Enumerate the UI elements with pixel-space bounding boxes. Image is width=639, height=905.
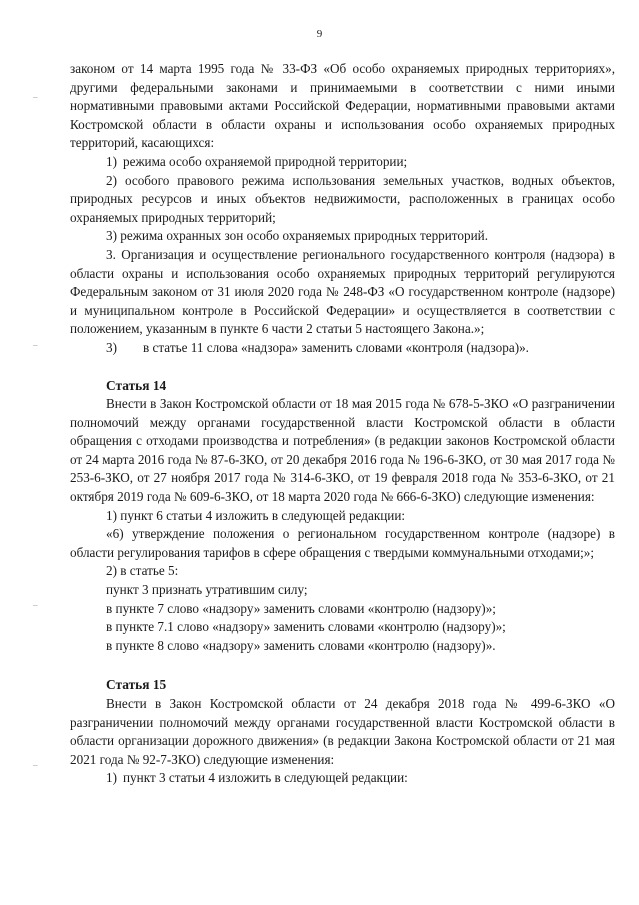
article-15-title: Статья 15: [106, 677, 167, 693]
article-15-item-1: [70, 769, 615, 788]
list-item-number: 2): [106, 172, 117, 188]
paragraph: 3. Организация и осуществление регионального государственного контроля (надзора) в области охраны и использования особо охраняемых природных территорий регулируются Федеральным законом от 31 июля 2020 года № 248-ФЗ «О государственном контроле (надзоре) и муниципальном контроле в Российской Федерации» и осуществляется в соответствии с положением, указанным в пункте 6 части 2 статьи 5 настоящего Закона.»;: [70, 246, 615, 337]
page-number: 9: [316, 28, 323, 40]
article-14-sub-item: пункт 3 признать утратившим силу;: [106, 582, 308, 598]
margin-mark: –: [33, 340, 38, 350]
margin-mark: –: [33, 600, 38, 610]
list-item-number: 3): [106, 339, 117, 355]
list-item-number: 1): [106, 770, 117, 786]
article-14-sub-item: в пункте 7.1 слово «надзору» заменить словами «контролю (надзору)»;: [106, 619, 506, 635]
list-item-number: 3): [106, 228, 117, 244]
article-14-title: Статья 14: [106, 377, 167, 393]
continuation-paragraph: законом от 14 марта 1995 года № 33-ФЗ «Об особо охраняемых природных территориях», другими федеральными законами и принимаемыми в соответствии с ними иными нормативными правовыми актами Российской Федерации, нормативными правовыми актами Костромской области в области охраны и использования особо охраняемых природных территорий, касающихся:: [70, 61, 615, 151]
list-item: [70, 339, 615, 358]
list-item-number: 1): [106, 153, 117, 169]
article-14-sub-item: в пункте 8 слово «надзору» заменить словами «контролю (надзору)».: [106, 637, 496, 653]
list-item: [70, 172, 615, 228]
margin-mark: –: [33, 92, 38, 102]
list-item-text: в статье 11 слова «надзора» заменить словами «контроля (надзора)».: [143, 339, 529, 355]
list-item: [70, 227, 615, 246]
list-item-text: особого правового режима использования земельных участков, водных объектов, природных ресурсов и иных объектов недвижимости, расположенных в границах особо охраняемых природных территорий;: [70, 172, 615, 225]
article-14-intro: Внести в Закон Костромской области от 18 мая 2015 года № 678-5-ЗКО «О разграничении полномочий между органами государственной власти Костромской области в области обращения с отходами производства и потребления» (в редакции законов Костромской области от 24 марта 2016 года № 87-6-ЗКО, от 20 декабря 2016 года № 196-6-ЗКО, от 30 мая 2017 года № 253-6-ЗКО, от 27 ноября 2017 года № 314-6-ЗКО, от 19 февраля 2018 года № 353-6-ЗКО, от 21 октября 2019 года № 609-6-ЗКО, от 18 марта 2020 года № 666-6-ЗКО) следующие изменения:: [70, 396, 615, 505]
margin-mark: –: [33, 760, 38, 770]
article-14-sub-item: в пункте 7 слово «надзору» заменить словами «контролю (надзору)»;: [106, 600, 496, 616]
list-item-text: режима особо охраняемой природной территории;: [123, 153, 408, 169]
document-body: [70, 60, 615, 788]
article-14-quote: «6) утверждение положения о региональном государственном контроле (надзоре) в области регулирования тарифов в сфере обращения с твердыми коммунальными отходами;»;: [70, 526, 615, 560]
list-item-text: режима охранных зон особо охраняемых природных территорий.: [120, 228, 489, 244]
article-14-item-2: 2) в статье 5:: [106, 563, 179, 579]
list-item-text: пункт 3 статьи 4 изложить в следующей редакции:: [123, 770, 408, 786]
list-item: [70, 153, 615, 172]
article-15-intro: Внести в Закон Костромской области от 24 декабря 2018 года № 499-6-ЗКО «О разграничении полномочий между органами государственной власти Костромской области в области организации дорожного движения» (в редакции Закона Костромской области от 21 мая 2021 года № 92-7-ЗКО) следующие изменения:: [70, 696, 615, 767]
article-14-item-1: 1) пункт 6 статьи 4 изложить в следующей редакции:: [106, 507, 406, 523]
